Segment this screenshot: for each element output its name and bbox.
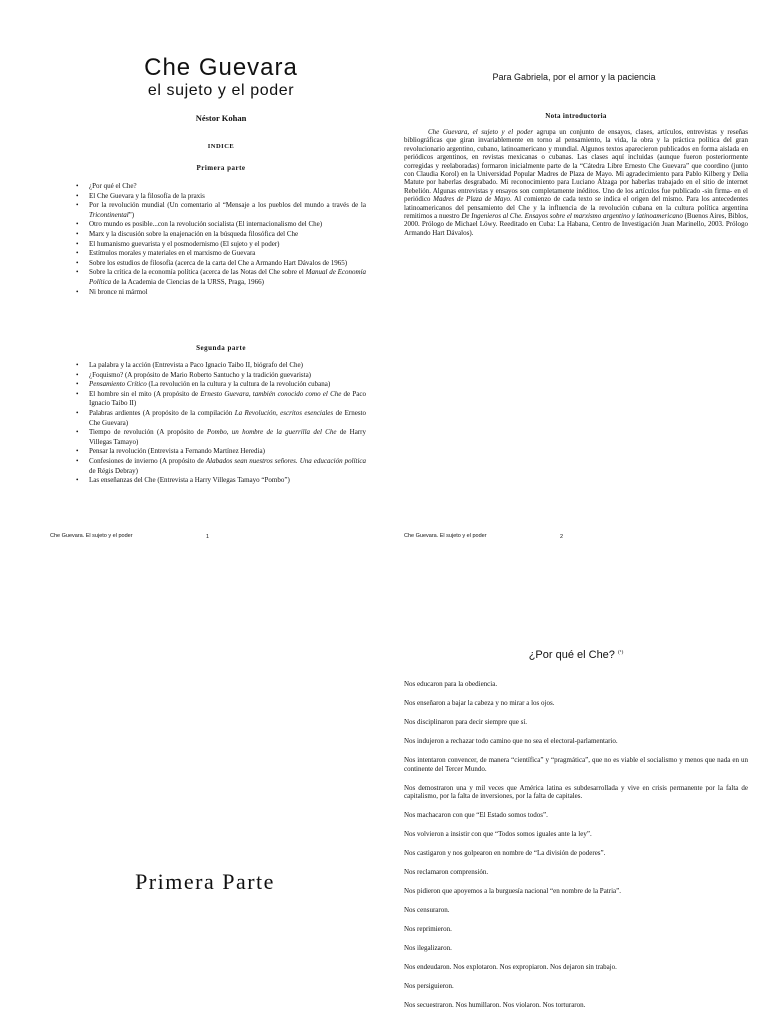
toc-item-pre: Sobre los estudios de filosofía (acerca de la carta del Che a Armando Hart Dávalos de 1965) [89,258,348,267]
chapter-paragraph: Nos machacaron con que “El Estado somos todos”. [404,811,548,820]
toc-item [62,380,366,390]
author-name: Néstor Kohan [195,113,247,123]
toc-item-pre: Estímulos morales y materiales en el marxismo de Guevara [89,249,256,258]
toc-item-post: de Régis Debray) [89,466,138,475]
part-title: Primera Parte [135,869,275,894]
note-paragraph [404,128,748,237]
toc-item-pre: Marx y la discusión sobre la enajenación en la búsqueda filosófica del Che [89,229,299,238]
chapter-paragraph: Nos demostraron una y mil veces que América latina es subdesarrollada y vive en crisis permanente por la falta de capitalismo, por la falta de inversiones, por la falta de capitales. [404,783,748,801]
part-two-heading: Segunda parte [196,344,246,352]
toc-item-post: de Harry Villegas Tamayo) [89,428,366,446]
toc-item-pre: ¿Por qué el Che? [89,182,137,190]
chapter-paragraph: Nos ilegalizaron. [404,943,452,952]
toc-item-pre: Sobre la crítica de la economía política (acerca de las Notas del Che sobre el [89,268,306,277]
chapter-paragraph: Nos pidieron que apoyemos a la burguesía nacional “en nombre de la Patria”. [404,887,621,896]
toc-item [62,428,366,447]
toc-item [62,288,366,298]
page-4 [384,512,768,1024]
chapter-paragraph: Nos reprimieron. [404,925,452,933]
chapter-paragraph: Nos reclamaron comprensión. [404,868,489,877]
chapter-paragraph: Nos censuraron. [404,906,450,915]
toc-item-pre: El Che Guevara y la filosofía de la praxis [89,191,205,200]
toc-item-pre: Las enseñanzas del Che (Entrevista a Harry Villegas Tamayo “Pombo”) [89,476,290,485]
toc-item-post: (La revolución en la cultura y la cultura de la revolución cubana) [146,380,331,389]
chapter-title-text: ¿Por qué el Che? [528,649,615,661]
toc-item-it: Alabados sean nuestros señores. Una educación política [205,456,367,465]
toc-item-pre: Confesiones de invierno (A propósito de [89,456,206,465]
book-title: Che Guevara [144,54,298,81]
toc-item [62,390,366,409]
toc-item-it: Pombo, un hombre de la guerrilla del Che [206,428,337,437]
toc-item-pre: El hombre sin el mito (A propósito de [89,389,201,398]
toc-item-post: de la Academia de Ciencias de la URSS, Praga, 1966) [111,277,264,286]
chapter-paragraph: Nos disciplinaron para decir siempre que sí. [404,717,528,726]
page-2 [384,0,768,540]
note-title: Nota introductoria [545,112,607,120]
toc-item [62,361,366,371]
toc-item [62,192,366,202]
toc-item-pre: ¿Foquismo? (A propósito de Mario Roberto Santucho y la tradición guevarista) [89,370,312,379]
footnote-marker: (¹) [617,649,624,656]
toc-item-pre: La palabra y la acción (Entrevista a Paco Ignacio Taibo II, biógrafo del Che) [89,361,303,369]
chapter-text [404,680,748,1020]
toc-item-pre: Otro mundo es posible...con la revolución socialista (El internacionalismo del Che) [89,220,323,229]
toc-item-pre: Ni bronce ni mármol [89,287,148,296]
page-1 [0,0,384,540]
toc-item [62,457,366,476]
chapter-paragraph: Nos indujeron a rechazar todo camino que no sea el electoral-parlamentario. [404,736,618,745]
page-number: 1 [206,534,210,540]
chapter-paragraph: Nos castigaron y nos golpearon en nombre de “La división de poderes”. [404,849,606,858]
note-italic-lead: Che Guevara, el sujeto y el poder [428,128,534,136]
chapter-paragraph: Nos secuestraron. Nos humillaron. Nos violaron. Nos torturaron. [404,1000,586,1009]
toc-item-it: Manual de Economía Política [89,268,366,286]
chapter-paragraph: Nos educaron para la obediencia. [404,680,498,688]
toc-item-it: Pensamiento Crítico [89,380,147,389]
toc-item [62,220,366,230]
toc-item-it: Ernesto Guevara, también conocido como el Che [200,389,342,398]
toc-item [62,240,366,250]
toc-item [62,182,366,192]
chapter-title [404,649,748,661]
toc-item [62,249,366,259]
toc-item-post: de Paco Ignacio Taibo II) [89,389,366,408]
page-3 [0,512,384,1024]
chapter-paragraph: Nos endeudaron. Nos explotaron. Nos expropiaron. Nos dejaron sin trabajo. [404,962,617,971]
toc-item [62,230,366,240]
toc-item-pre: Por la revolución mundial (Un comentario al “Mensaje a los pueblos del mundo a través de la [89,201,366,210]
index-heading: INDICE [207,143,235,150]
chapter-paragraph: Nos intentaron convencer, de manera “científica” y “pragmática”, que no es viable el socialismo y menos que nada en un continente del Tercer Mundo. [404,755,748,773]
toc-item [62,371,366,381]
toc-item-pre: Tiempo de revolución (A propósito de [89,428,207,437]
part-two-contents [62,361,366,486]
toc-item-post: ”) [128,210,135,219]
toc-item-it: La Revolución, escritos esenciales [234,408,334,417]
dedication: Para Gabriela, por el amor y la paciencia [492,72,656,82]
page-number: 2 [560,534,564,540]
note-italic-2: Madres de Plaza de Mayo [433,195,511,204]
note-text-2: . Al comienzo de cada texto se indica el origen del mismo. Para los antecedentes latinoamericanos del pensamiento del Che y la influencia de la revolución cubana en la cultura política argentina remitimos a nuestro [404,195,748,221]
toc-item-it: Tricontinental [89,210,129,219]
toc-item [62,447,366,457]
part-one-heading: Primera parte [196,164,246,172]
chapter-paragraph: Nos enseñaron a bajar la cabeza y no mirar a los ojos. [404,698,555,707]
toc-item [62,259,366,269]
toc-item [62,476,366,486]
toc-item [62,409,366,428]
book-subtitle: el sujeto y el poder [147,82,295,99]
chapter-paragraph: Nos persiguieron. [404,981,454,990]
page-footer: Che Guevara. El sujeto y el poder [404,533,487,539]
note-body [404,128,748,237]
page-footer: Che Guevara. El sujeto y el poder [50,533,133,539]
toc-item [62,268,366,287]
toc-item-pre: Pensar la revolución (Entrevista a Fernando Martínez Heredia) [89,447,265,456]
toc-item [62,201,366,220]
note-text-3: (Buenos Aires, Biblos, 2000. Prólogo de Michael Löwy. Reeditado en Cuba: La Habana, Centro de Investigación Juan Marinello, 2003. Prólogo Armando Hart Dávalos). [404,212,748,237]
toc-item-pre: El humanismo guevarista y el posmodernismo (El sujeto y el poder) [89,239,280,248]
part-one-contents [62,182,366,297]
note-text-1: agrupa un conjunto de ensayos, clases, artículos, entrevistas y reseñas bibliográficas que giran invariablemente en torno al pensamiento, la vida, la obra y la práctica política del gran revolucionario argentino, cubano, latinoamericano y mundial. Algunos textos aparecieron publicados en forma aislada en periódicos argentinos, en revistas mexicanas o cubanas. Las clases aquí incluidas (aunque fueron posteriormente corregidas y reelaboradas) formaron inicialmente parte de la “Cátedra Libre Ernesto Che Guevara” que coordino (junto con Claudia Korol) en la Universidad Popular Madres de Plaza de Mayo. Mi agradecimiento para Pablo Kilberg y Delia Matute por haberlas desgrabado. Mi reconocimiento para Luciano Álzaga por haberlas trabajado en el sitio de internet Rebelión. Algunas entrevistas y ensayos son completamente inéditos. Uno de los artículos fue publicado -sin firma- en el periódico [404,128,749,204]
toc-item-pre: Palabras ardientes (A propósito de la compilación [89,408,235,417]
toc-item-post: de Ernesto Che Guevara) [89,408,367,427]
note-italic-3: De Ingenieros al Che. Ensayos sobre el marxismo argentino y latinoamericano [461,212,683,221]
chapter-paragraph: Nos volvieron a insistir con que “Todos somos iguales ante la ley”. [404,830,592,839]
